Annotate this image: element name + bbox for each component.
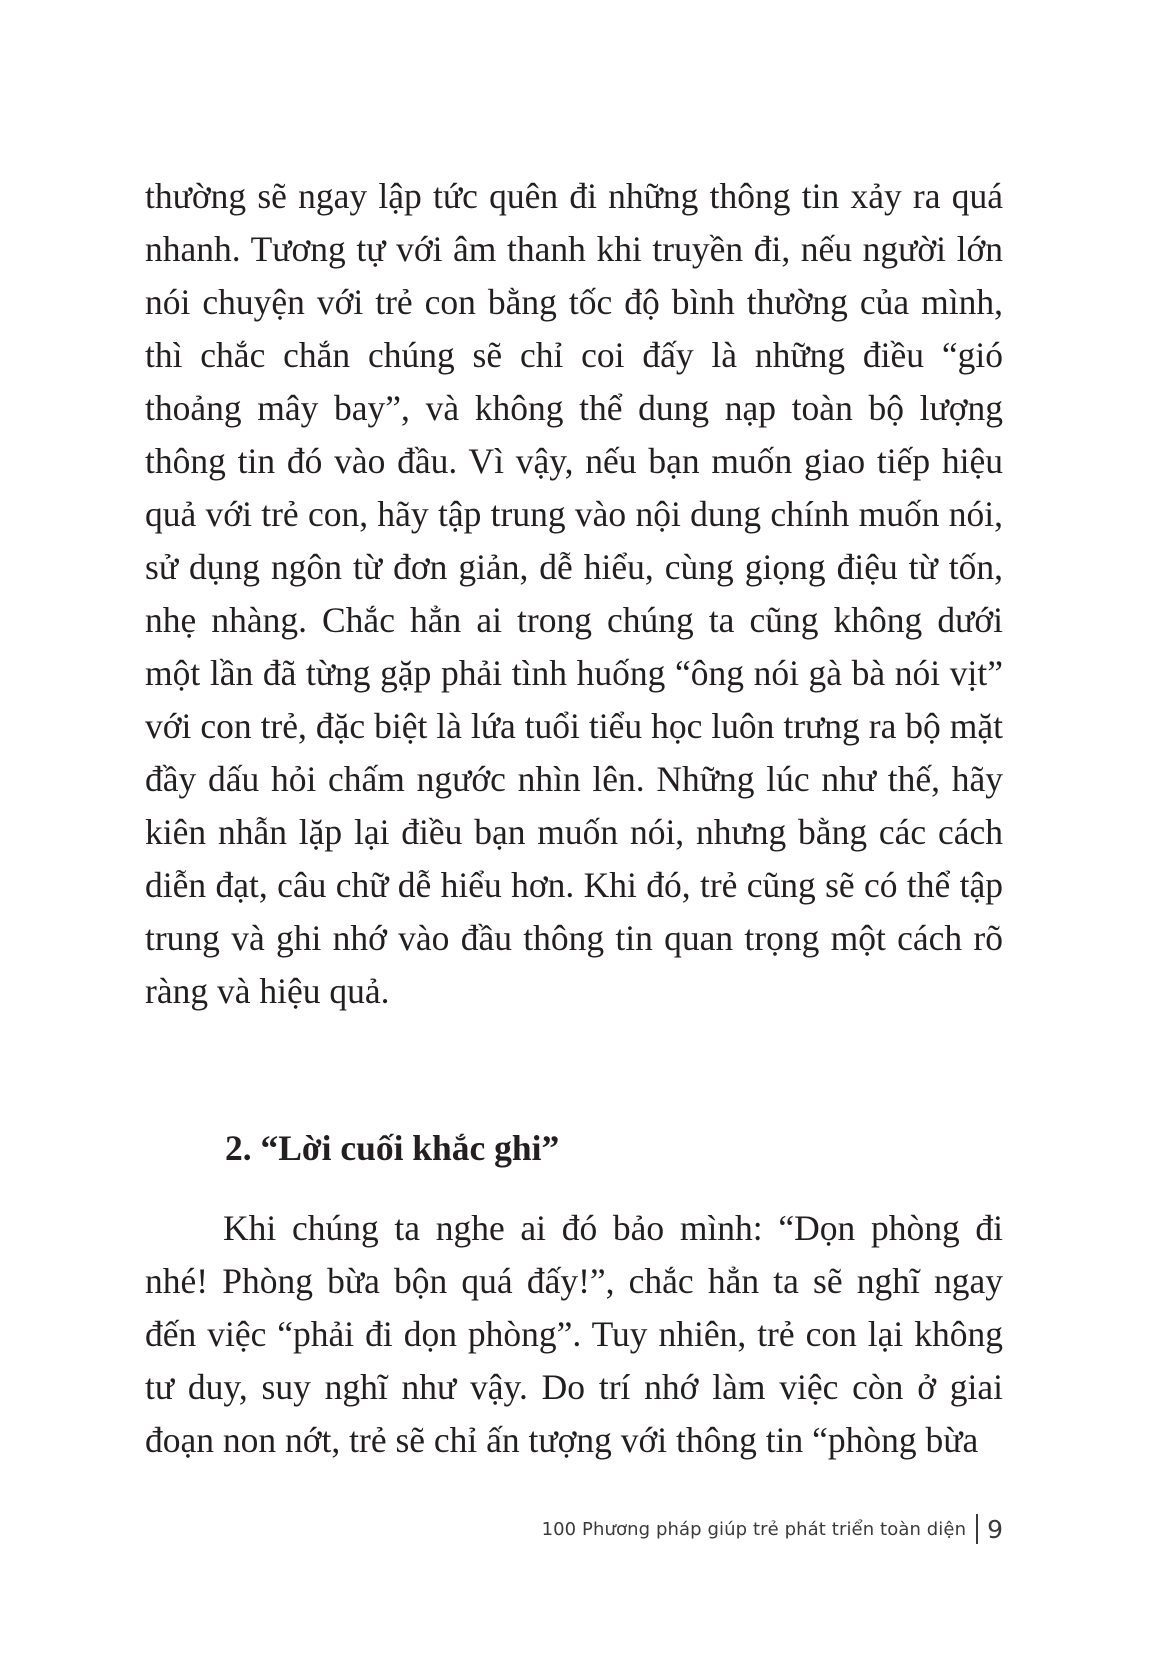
paragraph-continued: thường sẽ ngay lập tức quên đi những thông tin xảy ra quá nhanh. Tương tự với âm thanh khi truyền đi, nếu người lớn nói chuyện với trẻ con bằng tốc độ bình thường của mình, thì chắc chắn chúng sẽ chỉ coi đấy là những điều “gió thoảng mây bay”, và không thể dung nạp toàn bộ lượng thông tin đó vào đầu. Vì vậy, nếu bạn muốn giao tiếp hiệu quả với trẻ con, hãy tập trung vào nội dung chính muốn nói, sử dụng ngôn từ đơn giản, dễ hiểu, cùng giọng điệu từ tốn, nhẹ nhàng. Chắc hẳn ai trong chúng ta cũng không dưới một lần đã từng gặp phải tình huống “ông nói gà bà nói vịt” với con trẻ, đặc biệt là lứa tuổi tiểu học luôn trưng ra bộ mặt đầy dấu hỏi chấm ngước nhìn lên. Những lúc như thế, hãy kiên nhẫn lặp lại điều bạn muốn nói, nhưng bằng các cách diễn đạt, câu chữ dễ hiểu hơn. Khi đó, trẻ cũng sẽ có thể tập trung và ghi nhớ vào đầu thông tin quan trọng một cách rõ ràng và hiệu quả.	[145, 176, 1003, 1011]
section-heading: 2. “Lời cuối khắc ghi”	[225, 1128, 560, 1168]
body-text-column	[145, 170, 1003, 1018]
footer-divider	[976, 1514, 978, 1544]
section-body	[145, 1202, 1003, 1467]
paragraph-section-2: Khi chúng ta nghe ai đó bảo mình: “Dọn phòng đi nhé! Phòng bừa bộn quá đấy!”, chắc hẳn ta sẽ nghĩ ngay đến việc “phải đi dọn phòng”. Tuy nhiên, trẻ con lại không tư duy, suy nghĩ như vậy. Do trí nhớ làm việc còn ở giai đoạn non nớt, trẻ sẽ chỉ ấn tượng với thông tin “phòng bừa	[145, 1208, 1003, 1460]
page-number: 9	[987, 1514, 1003, 1544]
running-footer-title: 100 Phương pháp giúp trẻ phát triển toàn diện	[541, 1518, 967, 1540]
page-footer	[542, 1514, 1003, 1544]
